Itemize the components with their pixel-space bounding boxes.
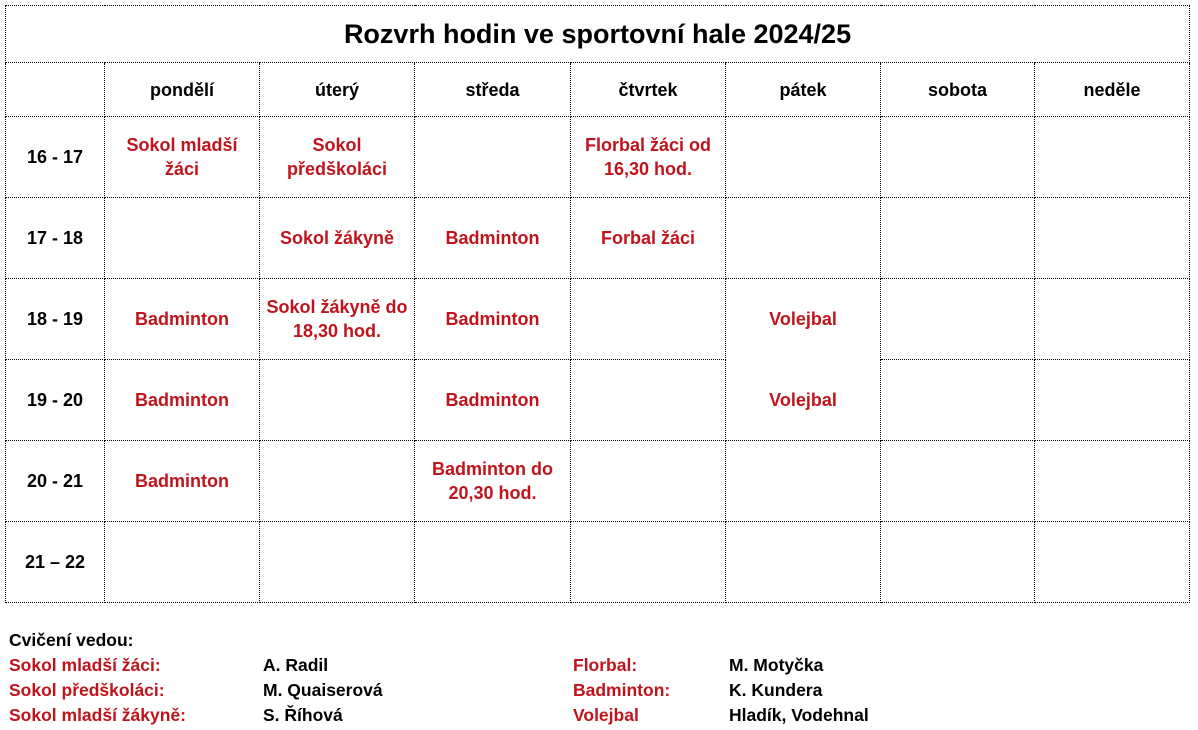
schedule-cell [105,198,260,279]
schedule-cell [1035,198,1190,279]
legend-group: Florbal: [573,655,638,675]
schedule-cell [571,279,726,360]
legend-leader: M. Motyčka [729,655,824,675]
schedule-cell: Volejbal [726,360,881,441]
legend-leader: S. Říhová [263,705,343,725]
time-slot: 19 - 20 [6,360,105,441]
schedule-cell: Badminton [415,279,571,360]
schedule-cell: Badminton [105,279,260,360]
schedule-cell [881,117,1035,198]
legend-leader: Hladík, Vodehnal [729,705,869,725]
schedule-cell: Sokol žákyně [260,198,415,279]
schedule-cell: Volejbal [726,279,881,360]
schedule-cell [881,441,1035,522]
day-header: úterý [260,63,415,117]
schedule-cell [571,360,726,441]
day-header: sobota [881,63,1035,117]
schedule-cell [1035,117,1190,198]
legend-group: Badminton: [573,680,671,700]
schedule-table [5,5,1190,603]
schedule-cell: Badminton do 20,30 hod. [415,441,571,522]
schedule-cell [881,198,1035,279]
legend-group: Sokol předškoláci: [9,680,165,700]
schedule-cell [415,522,571,603]
schedule-cell [571,522,726,603]
time-slot: 20 - 21 [6,441,105,522]
schedule-cell [881,360,1035,441]
day-header: středa [415,63,571,117]
schedule-cell: Badminton [105,360,260,441]
day-header: pátek [726,63,881,117]
schedule-cell [105,522,260,603]
schedule-cell [726,522,881,603]
legend-group: Sokol mladší žákyně: [9,705,187,725]
time-slot: 21 – 22 [6,522,105,603]
schedule-cell [415,117,571,198]
schedule-cell: Badminton [415,198,571,279]
table-row [6,117,1190,198]
schedule-cell [1035,522,1190,603]
schedule-cell [1035,441,1190,522]
schedule-cell [260,441,415,522]
time-slot: 16 - 17 [6,117,105,198]
schedule-cell [726,117,881,198]
legend-leader: M. Quaiserová [263,680,383,700]
schedule-cell: Badminton [415,360,571,441]
schedule-cell: Forbal žáci [571,198,726,279]
schedule-cell: Sokol žákyně do 18,30 hod. [260,279,415,360]
time-slot: 18 - 19 [6,279,105,360]
legend-group: Volejbal [573,705,639,725]
table-row [6,522,1190,603]
schedule-cell [260,522,415,603]
schedule-cell: Florbal žáci od 16,30 hod. [571,117,726,198]
legend-heading: Cvičení vedou: [9,630,134,650]
schedule-cell [571,441,726,522]
schedule-cell: Sokol mladší žáci [105,117,260,198]
legend-group: Sokol mladší žáci: [9,655,161,675]
schedule-cell [726,441,881,522]
schedule-cell [881,522,1035,603]
schedule-cell: Sokol předškoláci [260,117,415,198]
table-row [6,198,1190,279]
schedule-cell [1035,360,1190,441]
day-header: čtvrtek [571,63,726,117]
schedule-cell [881,279,1035,360]
table-row [6,279,1190,360]
schedule-cell [726,198,881,279]
table-row [6,441,1190,522]
schedule-cell: Badminton [105,441,260,522]
day-header: pondělí [105,63,260,117]
legend-leader: K. Kundera [729,680,823,700]
table-row [6,360,1190,441]
corner-cell [6,63,105,117]
page-title: Rozvrh hodin ve sportovní hale 2024/25 [6,6,1190,63]
day-header: neděle [1035,63,1190,117]
time-slot: 17 - 18 [6,198,105,279]
schedule-cell [260,360,415,441]
schedule-cell [1035,279,1190,360]
legend-leader: A. Radil [263,655,329,675]
